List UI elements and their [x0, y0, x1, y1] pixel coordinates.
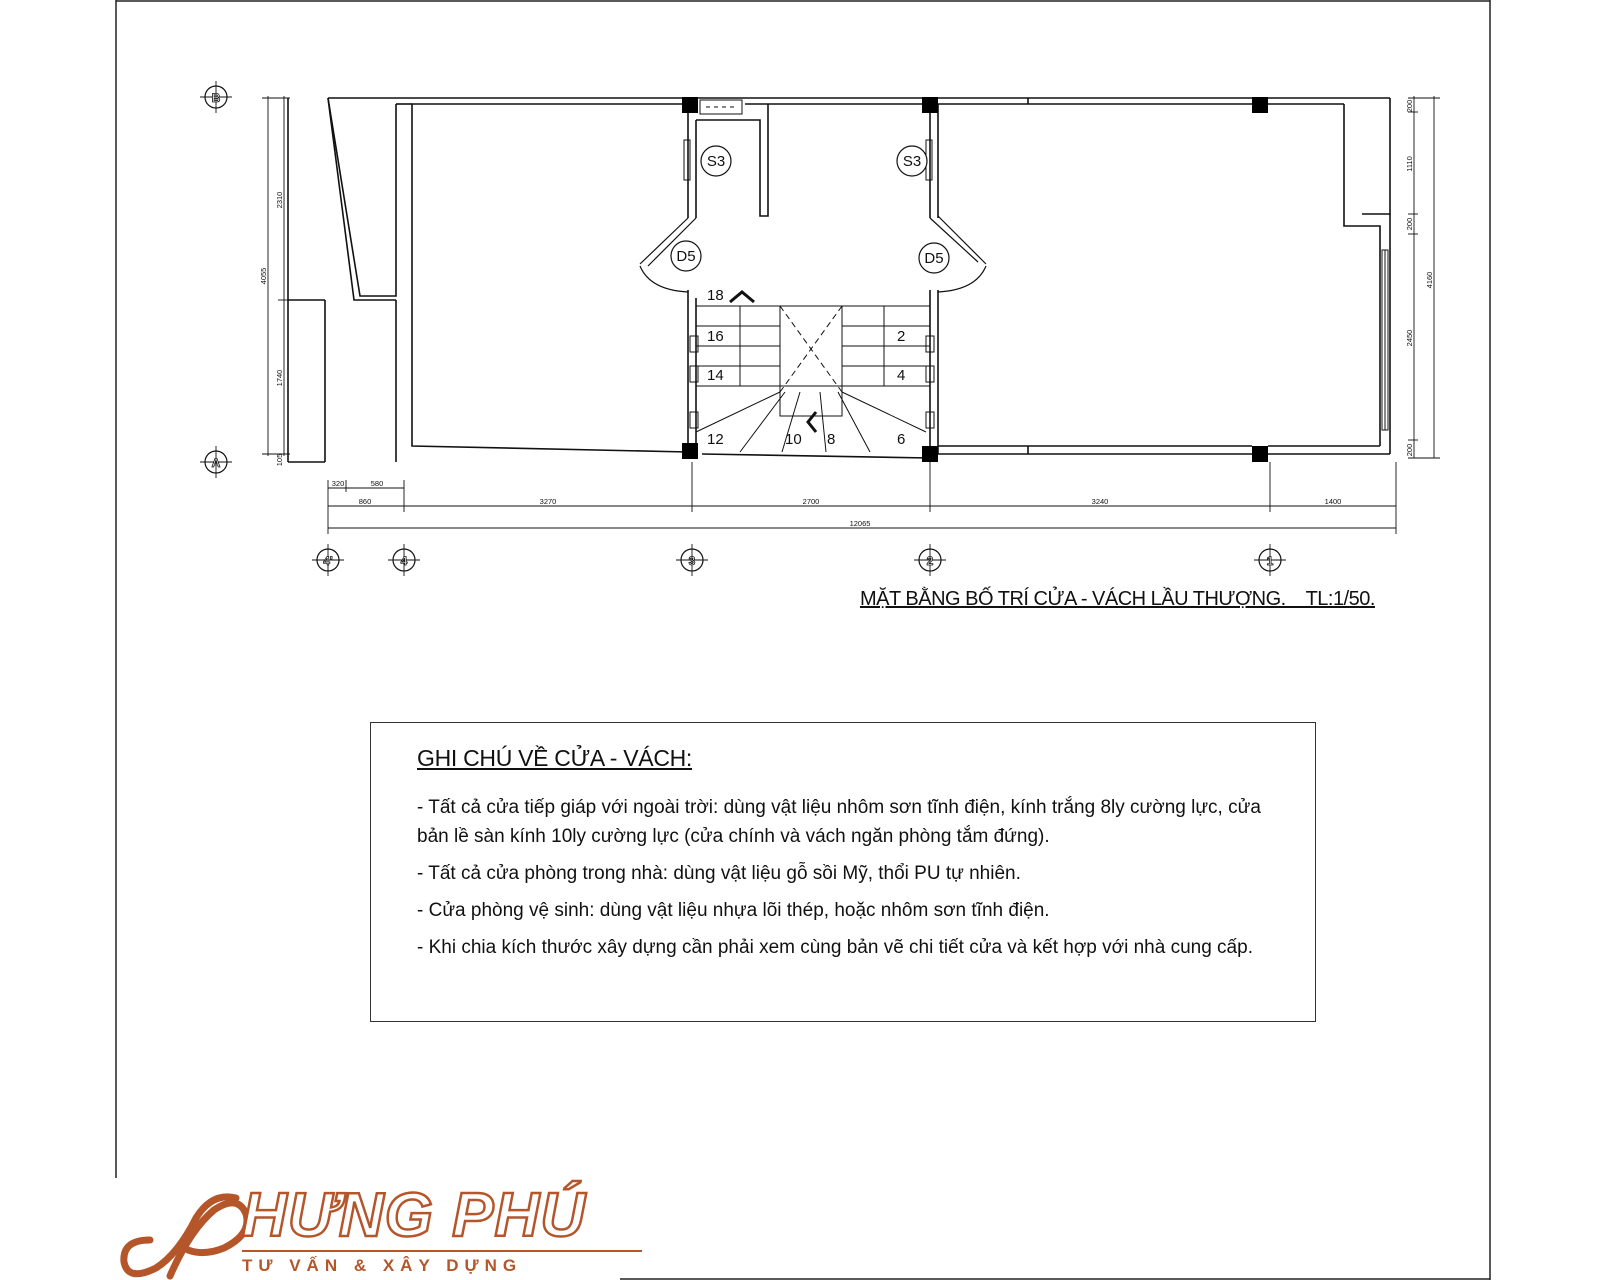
dim-text: 1740 — [275, 369, 284, 387]
plan-walls — [288, 98, 1390, 462]
drawing-caption: MẶT BẰNG BỐ TRÍ CỬA - VÁCH LẦU THƯỢNG. TL:1/50. — [860, 588, 1375, 610]
note-item: - Khi chia kích thước xây dựng cần phải xem cùng bản vẽ chi tiết cửa và kết hợp với nhà cung cấp. — [417, 937, 1253, 958]
stair-number: 6 — [897, 431, 906, 448]
structural-columns — [682, 97, 1268, 462]
grid-col-label: 2 — [926, 554, 934, 568]
dim-text: 2450 — [1405, 329, 1414, 347]
stair-number: 18 — [707, 287, 724, 304]
stair-number: 8 — [827, 431, 836, 448]
note-item: - Tất cả cửa phòng trong nhà: dùng vật liệu gỗ sồi Mỹ, thổi PU tự nhiên. — [417, 863, 1021, 884]
dim-text: 2310 — [275, 191, 284, 209]
stair-number: 16 — [707, 328, 724, 345]
dim-text: 860 — [358, 497, 372, 506]
stair-number: 12 — [707, 431, 724, 448]
dim-text: 4055 — [259, 267, 268, 285]
dim-text: 3270 — [539, 497, 557, 506]
wall-openings — [684, 100, 1388, 430]
dim-text: 200 — [1405, 443, 1414, 457]
notes-title: GHI CHÚ VỀ CỬA - VÁCH: — [417, 745, 693, 771]
dimension-lines — [262, 96, 1440, 534]
notes-box — [370, 722, 1316, 1022]
dim-total: 12065 — [849, 519, 871, 528]
dim-text: 200 — [1405, 217, 1414, 231]
dim-text: 2700 — [802, 497, 820, 506]
stair-number: 2 — [897, 328, 906, 345]
notes-list — [417, 793, 1297, 970]
door-tag-label: S3 — [902, 153, 922, 170]
grid-row-label: B — [211, 91, 221, 105]
company-logo — [114, 1178, 634, 1280]
grid-col-label: 1 — [1266, 554, 1274, 568]
grid-col-label: 4' — [323, 554, 333, 568]
grid-row-label: A — [211, 456, 221, 470]
dim-text: 200 — [1405, 99, 1414, 113]
door-tag-label: S3 — [706, 153, 726, 170]
note-item: - Cửa phòng vệ sinh: dùng vật liệu nhựa lõi thép, hoặc nhôm sơn tĩnh điện. — [417, 900, 1050, 921]
door-tag-label: D5 — [676, 248, 696, 265]
logo-tagline: TƯ VẤN & XÂY DỰNG — [242, 1256, 523, 1275]
stair-numbers — [707, 287, 905, 448]
dimension-texts — [259, 100, 1434, 528]
dim-text: 1400 — [1324, 497, 1342, 506]
dim-text: 580 — [370, 479, 384, 488]
note-item: - Tất cả cửa tiếp giáp với ngoài trời: dùng vật liệu nhôm sơn tĩnh điện, kính trắng 8ly cường lực, cửa bản lề sàn kính 10ly cường lực (cửa chính và vách ngăn phòng tắm đứng). — [417, 797, 1261, 847]
dim-text: 1110 — [1405, 156, 1414, 172]
stair-number: 4 — [897, 367, 906, 384]
dim-text: 4160 — [1425, 271, 1434, 289]
sheet-frame — [116, 0, 1490, 1280]
logo-brand-name: HƯNG PHÚ — [242, 1181, 587, 1250]
grid-col-label: 4 — [400, 554, 408, 568]
dim-text: 3240 — [1091, 497, 1109, 506]
logo-divider — [242, 1250, 642, 1252]
grid-col-label: 3 — [688, 554, 696, 568]
door-tag-label: D5 — [924, 250, 944, 267]
stair-number: 14 — [707, 367, 724, 384]
stair-number: 10 — [785, 431, 802, 448]
dim-text: 105 — [275, 453, 284, 467]
dim-text: 320 — [331, 479, 345, 488]
